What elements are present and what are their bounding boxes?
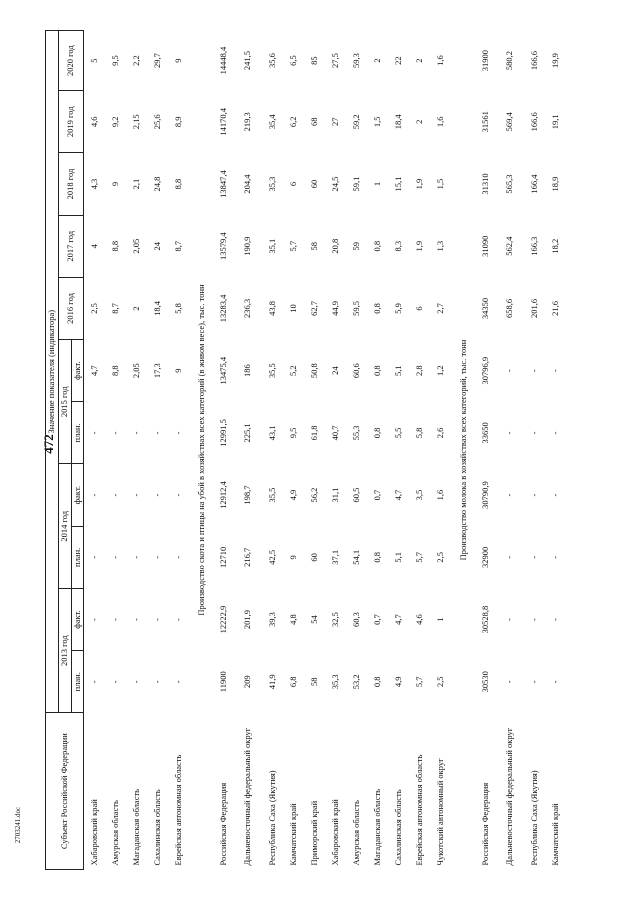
value-cell: 53,2 <box>350 674 361 690</box>
value-cell: 2 <box>413 58 424 63</box>
value-cell: 2 <box>130 306 141 311</box>
value-cell: 0,8 <box>371 676 382 688</box>
value-cell: 43,1 <box>266 425 277 441</box>
table-row <box>105 31 126 870</box>
table-row <box>304 31 325 870</box>
subject-name-cell: Сахалинская область <box>151 789 162 866</box>
value-cell: 18,2 <box>549 238 560 254</box>
value-cell: 54,1 <box>350 549 361 565</box>
year-header: 2015 год <box>58 340 71 464</box>
table-row <box>325 31 346 870</box>
table-row <box>388 31 409 870</box>
value-cell: 11900 <box>217 671 228 693</box>
table-row <box>524 31 545 870</box>
value-cell: 54 <box>308 615 319 624</box>
value-cell: - <box>549 431 560 435</box>
value-cell: 17,3 <box>151 363 162 379</box>
value-cell: 190,9 <box>242 236 253 256</box>
value-cell: 658,6 <box>504 298 515 319</box>
year-header: 2019 год <box>58 91 84 153</box>
value-cell: 236,3 <box>242 298 253 319</box>
value-cell: 5,7 <box>413 552 424 563</box>
value-cell: 1,5 <box>434 178 445 190</box>
value-cell: 27,5 <box>329 53 340 69</box>
value-cell: 2,05 <box>130 238 141 254</box>
value-cell: - <box>549 369 560 373</box>
value-cell: 12710 <box>217 546 228 568</box>
fact-header: факт. <box>71 464 84 526</box>
subject-name-cell: Дальневосточный федеральный округ <box>504 727 515 866</box>
value-cell: 5,1 <box>392 365 403 376</box>
value-cell: - <box>130 555 141 559</box>
value-cell: 55,3 <box>350 425 361 441</box>
value-cell: 13283,4 <box>217 294 228 323</box>
value-cell: 5,2 <box>287 365 298 376</box>
value-cell: - <box>130 431 141 435</box>
subject-name-cell: Чукотский автономный округ <box>434 758 445 866</box>
value-cell: 44,9 <box>329 301 340 316</box>
value-cell: 18,9 <box>549 176 560 192</box>
value-cell: 4,7 <box>88 365 99 376</box>
subject-name-cell: Российская Федерация <box>217 782 228 866</box>
value-cell: 5,9 <box>392 303 403 314</box>
value-cell: 201,9 <box>242 609 253 630</box>
value-cell: - <box>151 680 162 684</box>
subject-name-cell: Приморский край <box>308 800 319 866</box>
value-cell: 50,8 <box>308 363 319 379</box>
year-header: 2013 год <box>58 588 71 712</box>
value-cell: - <box>109 555 120 559</box>
value-cell: 59,1 <box>350 176 361 192</box>
value-cell: - <box>549 680 560 684</box>
value-cell: 1,6 <box>434 489 445 501</box>
value-cell: 56,2 <box>308 487 319 503</box>
value-cell: 4 <box>88 244 99 249</box>
value-cell: 24 <box>329 366 340 375</box>
table-row <box>262 31 283 870</box>
value-cell: - <box>172 493 183 497</box>
value-cell: 31900 <box>479 49 490 72</box>
year-header: 2017 год <box>58 215 84 277</box>
table-row <box>475 31 496 870</box>
table-row <box>283 31 304 870</box>
value-cell: 4,7 <box>392 489 403 501</box>
value-cell: 30530 <box>479 671 490 693</box>
value-cell: 31,1 <box>329 487 340 503</box>
value-cell: 580,2 <box>504 51 515 71</box>
value-cell: 2,2 <box>130 55 141 66</box>
subject-name-cell: Амурская область <box>109 800 120 866</box>
value-cell: - <box>528 369 539 373</box>
value-cell: 35,1 <box>266 238 277 254</box>
table-header <box>46 31 84 870</box>
value-cell: 68 <box>308 117 319 127</box>
value-cell: 166,4 <box>528 174 539 194</box>
value-cell: - <box>528 493 539 497</box>
value-cell: 1,5 <box>371 116 382 128</box>
page-number: 472 <box>41 434 56 454</box>
value-cell: 35,5 <box>266 363 277 379</box>
subject-name-cell: Еврейская автономная область <box>172 754 183 866</box>
value-cell: 3,5 <box>413 489 424 501</box>
value-cell: 60,3 <box>350 612 361 627</box>
value-cell: 60 <box>308 179 319 189</box>
value-cell: 39,3 <box>266 612 277 627</box>
value-cell: 37,1 <box>329 549 340 565</box>
value-cell: - <box>528 680 539 684</box>
value-cell: 33650 <box>479 422 490 444</box>
value-cell: 32,5 <box>329 612 340 627</box>
value-cell: 0,7 <box>371 489 382 501</box>
document-code: 2703241.doc <box>14 806 22 844</box>
value-cell: - <box>88 493 99 497</box>
subject-name-cell: Амурская область <box>350 800 361 866</box>
plan-header: план. <box>71 402 84 464</box>
value-cell: 5,7 <box>413 676 424 688</box>
value-cell: 1,6 <box>434 116 445 128</box>
year-header: 2014 год <box>58 464 71 588</box>
value-cell: 43,8 <box>266 301 277 316</box>
value-cell: 31561 <box>479 111 490 133</box>
value-cell: 60,6 <box>350 363 361 379</box>
value-cell: 0,8 <box>371 303 382 314</box>
value-cell: - <box>130 680 141 684</box>
indicator-header: Значение показателя (индикатора) <box>46 31 59 713</box>
value-cell: - <box>130 493 141 497</box>
subject-column-header: Субъект Российской Федерации <box>46 713 84 870</box>
value-cell: 61,8 <box>308 425 319 441</box>
value-cell: 35,3 <box>329 674 340 690</box>
value-cell: 5,8 <box>172 303 183 314</box>
value-cell: 12222,9 <box>217 605 228 634</box>
value-cell: 0,8 <box>371 427 382 439</box>
value-cell: 0,7 <box>371 614 382 625</box>
value-cell: 0,8 <box>371 240 382 252</box>
value-cell: 2,1 <box>130 178 141 190</box>
value-cell: - <box>88 618 99 621</box>
value-cell: 198,7 <box>242 485 253 505</box>
value-cell: 8,7 <box>172 240 183 252</box>
table-row <box>496 31 524 870</box>
table-row <box>367 31 388 870</box>
value-cell: 31090 <box>479 235 490 257</box>
value-cell: 59,3 <box>350 53 361 69</box>
value-cell: 58 <box>308 677 319 687</box>
value-cell: 85 <box>308 56 319 65</box>
value-cell: - <box>151 493 162 497</box>
value-cell: 18,4 <box>151 301 162 316</box>
value-cell: 9 <box>172 58 183 63</box>
table-row <box>346 31 367 870</box>
value-cell: 8,8 <box>109 365 120 376</box>
value-cell: 13847,4 <box>217 170 228 198</box>
value-cell: 30528,8 <box>479 605 490 634</box>
value-cell: 19,9 <box>549 53 560 69</box>
value-cell: 35,5 <box>266 487 277 503</box>
value-cell: - <box>130 618 141 621</box>
value-cell: 5 <box>88 58 99 63</box>
value-cell: 2,8 <box>413 365 424 376</box>
value-cell: 40,7 <box>329 425 340 441</box>
value-cell: 27 <box>329 117 340 127</box>
value-cell: 2,05 <box>130 363 141 379</box>
value-cell: 14170,4 <box>217 107 228 136</box>
table-row <box>545 31 566 870</box>
value-cell: 9 <box>287 555 298 560</box>
value-cell: - <box>151 555 162 559</box>
table-row <box>84 31 106 870</box>
table-row <box>147 31 168 870</box>
value-cell: 1 <box>434 617 445 622</box>
value-cell: 30790,9 <box>479 481 490 509</box>
subject-name-cell: Магаданская область <box>130 788 141 866</box>
value-cell: 6 <box>413 306 424 311</box>
table-row <box>430 31 451 870</box>
value-cell: - <box>528 618 539 621</box>
value-cell: 1,2 <box>434 365 445 376</box>
value-cell: 15,1 <box>392 176 403 192</box>
section-title: Производство молока в хозяйствах всех категорий, тыс. тонн <box>457 339 468 561</box>
table-row <box>213 31 234 870</box>
value-cell: 29,7 <box>151 53 162 69</box>
value-cell: 13579,4 <box>217 232 228 261</box>
value-cell: 21,6 <box>549 301 560 316</box>
value-cell: 166,6 <box>528 112 539 132</box>
value-cell: - <box>151 431 162 435</box>
value-cell: - <box>88 431 99 435</box>
value-cell: 6 <box>287 181 298 187</box>
value-cell: 22 <box>392 56 403 65</box>
value-cell: - <box>504 369 515 373</box>
value-cell: - <box>528 431 539 435</box>
value-cell: - <box>151 618 162 621</box>
value-cell: 62,7 <box>308 301 319 316</box>
value-cell: 5,8 <box>413 427 424 439</box>
value-cell: 6,8 <box>287 676 298 688</box>
value-cell: 8,8 <box>172 178 183 190</box>
value-cell: 59 <box>350 241 361 251</box>
value-cell: 12991,5 <box>217 419 228 447</box>
subject-name-cell: Дальневосточный федеральный округ <box>242 727 253 866</box>
value-cell: 201,6 <box>528 298 539 319</box>
value-cell: 59,5 <box>350 301 361 316</box>
subject-name-cell: Хабаровский край <box>88 799 99 866</box>
table-row <box>168 31 189 870</box>
value-cell: 2 <box>371 58 382 63</box>
subject-name-cell: Камчатский край <box>549 803 560 866</box>
value-cell: 186 <box>242 364 253 378</box>
value-cell: 1,9 <box>413 240 424 252</box>
value-cell: 8,8 <box>109 240 120 252</box>
value-cell: 2,6 <box>434 427 445 439</box>
value-cell: 166,3 <box>528 236 539 256</box>
value-cell: 6,5 <box>287 55 298 66</box>
value-cell: 12912,4 <box>217 481 228 509</box>
value-cell: - <box>172 431 183 435</box>
value-cell: 58 <box>308 241 319 251</box>
value-cell: 0,8 <box>371 552 382 563</box>
indicator-table <box>45 30 566 870</box>
value-cell: 13475,4 <box>217 356 228 385</box>
value-cell: 19,1 <box>549 114 560 130</box>
fact-header: факт. <box>71 340 84 402</box>
value-cell: - <box>109 493 120 497</box>
value-cell: - <box>504 493 515 497</box>
value-cell: 5,5 <box>392 427 403 439</box>
value-cell: 166,6 <box>528 51 539 71</box>
value-cell: 8,3 <box>392 240 403 252</box>
subject-name-cell: Хабаровский край <box>329 799 340 866</box>
value-cell: 60,5 <box>350 487 361 503</box>
section-title-row <box>451 31 475 870</box>
subject-name-cell: Еврейская автономная область <box>413 754 424 866</box>
value-cell: 9 <box>172 368 183 373</box>
year-header: 2020 год <box>58 31 84 91</box>
value-cell: - <box>172 618 183 621</box>
value-cell: 2 <box>413 119 424 124</box>
value-cell: 4,6 <box>413 614 424 625</box>
value-cell: 9,2 <box>109 116 120 128</box>
value-cell: 35,4 <box>266 114 277 130</box>
value-cell: 14448,4 <box>217 46 228 75</box>
value-cell: 20,8 <box>329 238 340 254</box>
value-cell: 4,6 <box>88 116 99 128</box>
value-cell: - <box>549 618 560 621</box>
value-cell: 4,7 <box>392 614 403 625</box>
value-cell: 241,5 <box>242 51 253 71</box>
value-cell: 2,5 <box>434 552 445 563</box>
value-cell: 24,8 <box>151 176 162 192</box>
value-cell: 59,2 <box>350 114 361 130</box>
value-cell: 5,1 <box>392 552 403 563</box>
value-cell: - <box>504 555 515 559</box>
value-cell: 1,6 <box>434 55 445 66</box>
year-header: 2016 год <box>58 277 84 339</box>
table-row <box>409 31 430 870</box>
table-row <box>234 31 262 870</box>
value-cell: 4,8 <box>287 614 298 625</box>
value-cell: 1,9 <box>413 178 424 190</box>
subject-name-cell: Республика Саха (Якутия) <box>266 770 277 866</box>
value-cell: 31310 <box>479 173 490 195</box>
value-cell: 35,3 <box>266 176 277 192</box>
rotated-table-container <box>45 30 625 870</box>
value-cell: - <box>172 555 183 559</box>
value-cell: 1,3 <box>434 240 445 252</box>
value-cell: 25,6 <box>151 114 162 130</box>
value-cell: 5,7 <box>287 240 298 252</box>
value-cell: 2,15 <box>130 114 141 130</box>
subject-name-cell: Камчатский край <box>287 803 298 866</box>
value-cell: - <box>109 680 120 684</box>
value-cell: 0,8 <box>371 365 382 376</box>
value-cell: 2,7 <box>434 303 445 314</box>
value-cell: - <box>172 680 183 684</box>
plan-header: план. <box>71 526 84 588</box>
value-cell: 209 <box>242 675 253 689</box>
value-cell: 32900 <box>479 546 490 568</box>
value-cell: 42,5 <box>266 549 277 565</box>
value-cell: 35,6 <box>266 53 277 69</box>
value-cell: 10 <box>287 304 298 313</box>
value-cell: 4,3 <box>88 178 99 190</box>
value-cell: 6,2 <box>287 116 298 128</box>
value-cell: 60 <box>308 553 319 562</box>
value-cell: - <box>88 680 99 684</box>
table-body <box>84 31 567 870</box>
value-cell: 4,9 <box>392 676 403 688</box>
subject-name-cell: Российская Федерация <box>479 782 490 866</box>
value-cell: - <box>549 555 560 559</box>
fact-header: факт. <box>71 588 84 650</box>
value-cell: 34350 <box>479 297 490 320</box>
value-cell: 216,7 <box>242 547 253 567</box>
section-title: Производство скота и птицы на убой в хозяйствах всех категорий (в живом весе), тыс. тонн <box>195 284 206 616</box>
value-cell: 18,4 <box>392 114 403 130</box>
value-cell: 9,5 <box>109 55 120 66</box>
section-title-row <box>189 31 213 870</box>
value-cell: 569,4 <box>504 112 515 132</box>
value-cell: 24,5 <box>329 176 340 192</box>
value-cell: 225,1 <box>242 423 253 443</box>
table-row <box>126 31 147 870</box>
value-cell: - <box>504 680 515 684</box>
value-cell: 562,4 <box>504 236 515 256</box>
value-cell: 219,3 <box>242 112 253 132</box>
value-cell: 8,7 <box>109 303 120 314</box>
value-cell: 2,5 <box>434 676 445 688</box>
value-cell: 565,3 <box>504 174 515 194</box>
value-cell: 9 <box>109 181 120 187</box>
value-cell: - <box>504 431 515 435</box>
value-cell: 30796,9 <box>479 356 490 385</box>
value-cell: 204,4 <box>242 174 253 194</box>
value-cell: 9,5 <box>287 427 298 439</box>
value-cell: 24 <box>151 241 162 251</box>
subject-name-cell: Республика Саха (Якутия) <box>528 770 539 866</box>
subject-name-cell: Магаданская область <box>371 788 382 866</box>
value-cell: 4,9 <box>287 489 298 501</box>
plan-header: план. <box>71 651 84 713</box>
year-header: 2018 год <box>58 153 84 215</box>
value-cell: 8,9 <box>172 116 183 128</box>
value-cell: - <box>504 618 515 621</box>
value-cell: - <box>88 555 99 559</box>
value-cell: - <box>109 618 120 621</box>
value-cell: 1 <box>371 181 382 187</box>
subject-name-cell: Сахалинская область <box>392 789 403 866</box>
value-cell: 41,9 <box>266 674 277 690</box>
value-cell: - <box>528 555 539 559</box>
value-cell: - <box>549 493 560 497</box>
value-cell: - <box>109 431 120 435</box>
value-cell: 2,5 <box>88 303 99 314</box>
